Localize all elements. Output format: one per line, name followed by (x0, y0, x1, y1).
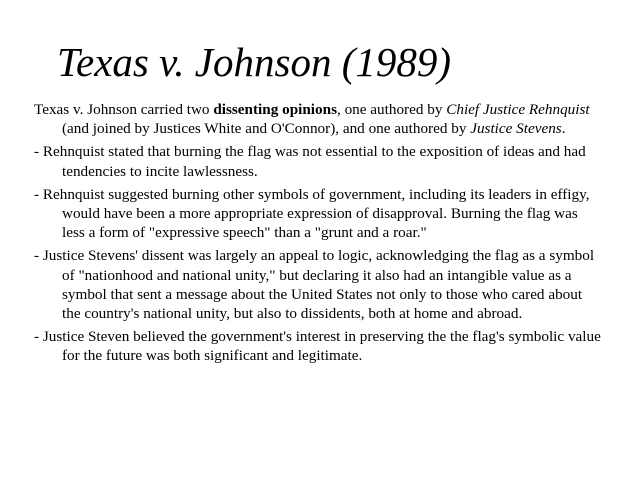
slide-title: Texas v. Johnson (1989) (57, 39, 452, 85)
intro-text-3: (and joined by Justices White and O'Connor), and one authored by (62, 120, 471, 138)
point-paragraph: - Justice Stevens' dissent was largely an appeal to logic, acknowledging the flag as a symbol of "nationhood and national unity," but declaring it also had an intangible value as a symbol that sent a message about the United States not only to those who cared about the country's national unity, but also to dissidents, both at home and abroad. (34, 247, 595, 323)
intro-italic-stevens: Justice Stevens (470, 120, 562, 138)
intro-italic-rehnquist: Chief Justice Rehnquist (446, 101, 590, 118)
intro-text-1: Texas v. Johnson carried two (34, 101, 214, 118)
intro-text-2: , one authored by (336, 101, 447, 118)
intro-bold-dissenting-opinions: dissenting opinions (213, 101, 337, 118)
intro-text-4: . (561, 120, 566, 138)
point-paragraph: - Rehnquist stated that burning the flag was not essential to the exposition of ideas and had tendencies to incite lawlessness. (34, 143, 586, 180)
slide-body (34, 100, 604, 370)
point-paragraph: - Rehnquist suggested burning other symbols of government, including its leaders in effigy, would have been a more appropriate expression of disapproval. Burning the flag was less a form of "expressive speech" than a "grunt and a roar." (34, 185, 590, 242)
point-paragraph: - Justice Steven believed the government's interest in preserving the the flag's symbolic value for the future was both significant and legitimate. (34, 328, 601, 365)
intro-paragraph (34, 100, 604, 138)
